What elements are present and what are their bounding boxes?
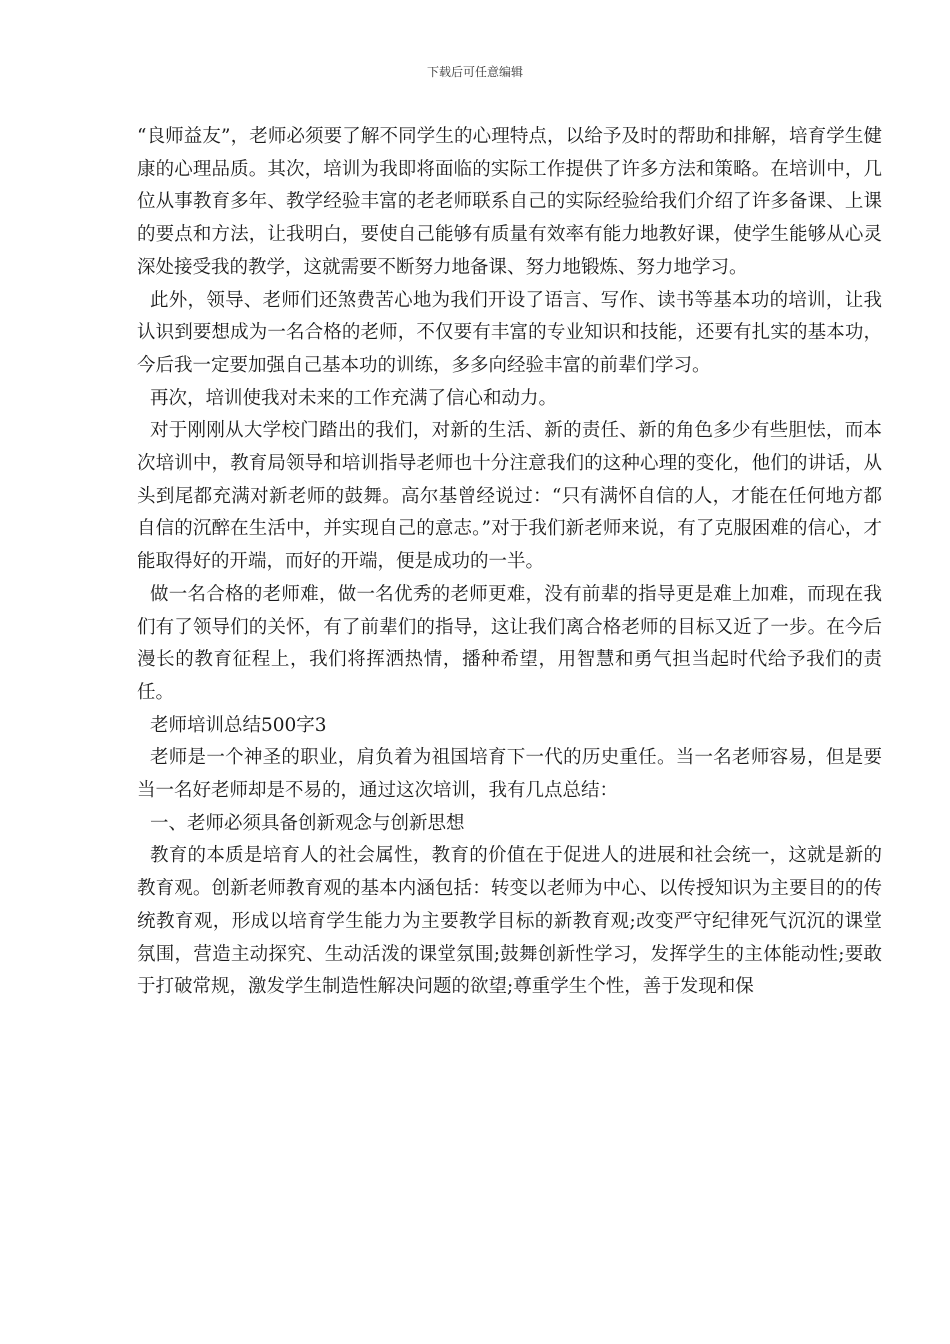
paragraph-sacred-profession: 老师是一个神圣的职业，肩负着为祖国培育下一代的历史重任。当一名老师容易，但是要当一名好老师却是不易的，通过这次培训，我有几点总结： — [137, 747, 882, 802]
paragraph-education-essence: 教育的本质是培育人的社会属性，教育的价值在于促进人的进展和社会统一，这就是新的教育观。创新老师教育观的基本内涵包括：转变以老师为中心、以传授知识为主要目的的传统教育观，形成以培育学生能力为主要教学目标的新教育观;改变严守纪律死气沉沉的课堂氛围，营造主动探究、生动活泼的课堂氛围;鼓舞创新性学习，发挥学生的主体能动性;要敢于打破常规，激发学生制造性解决问题的欲望;尊重学生个性，善于发现和保 — [137, 845, 882, 998]
paragraph-basic-skills: 此外，领导、老师们还煞费苦心地为我们开设了语言、写作、读书等基本功的培训，让我认识到要想成为一名合格的老师，不仅要有丰富的专业知识和技能，还要有扎实的基本功，今后我一定要加强自己基本功的训练，多多向经验丰富的前辈们学习。 — [137, 289, 882, 376]
paragraph-encouragement: 对于刚刚从大学校门踏出的我们，对新的生活、新的责任、新的角色多少有些胆怯，而本次培训中，教育局领导和培训指导老师也十分注意我们的这种心理的变化，他们的讲话，从头到尾都充满对新老师的鼓舞。高尔基曾经说过：“只有满怀自信的人，才能在任何地方都自信的沉醉在生活中，并实现自己的意志。”对于我们新老师来说，有了克服困难的信心，才能取得好的开端，而好的开端，便是成功的一半。 — [137, 420, 882, 573]
section-heading: 老师培训总结500字3 — [150, 714, 327, 736]
paragraph-continuation: “良师益友”，老师必须要了解不同学生的心理特点，以给予及时的帮助和排解，培育学生健康的心理品质。其次，培训为我即将面临的实际工作提供了许多方法和策略。在培训中，几位从事教育多年、教学经验丰富的老老师联系自己的实际经验给我们介绍了许多备课、上课的要点和方法，让我明白，要使自己能够有质量有效率有能力地教好课，使学生能够从心灵深处接受我的教学，这就需要不断努力地备课、努力地锻炼、努力地学习。 — [137, 126, 882, 278]
document-body — [137, 121, 882, 1004]
page-header: 下载后可任意编辑 — [426, 65, 523, 79]
subheading-innovation: 一、老师必须具备创新观念与创新思想 — [150, 812, 465, 834]
paragraph-qualified-teacher: 做一名合格的老师难，做一名优秀的老师更难，没有前辈的指导更是难上加难，而现在我们有了领导们的关怀，有了前辈们的指导，这让我们离合格老师的目标又近了一步。在今后漫长的教育征程上，我们将挥洒热情，播种希望，用智慧和勇气担当起时代给予我们的责任。 — [137, 583, 882, 703]
paragraph-confidence: 再次，培训使我对未来的工作充满了信心和动力。 — [150, 387, 558, 409]
